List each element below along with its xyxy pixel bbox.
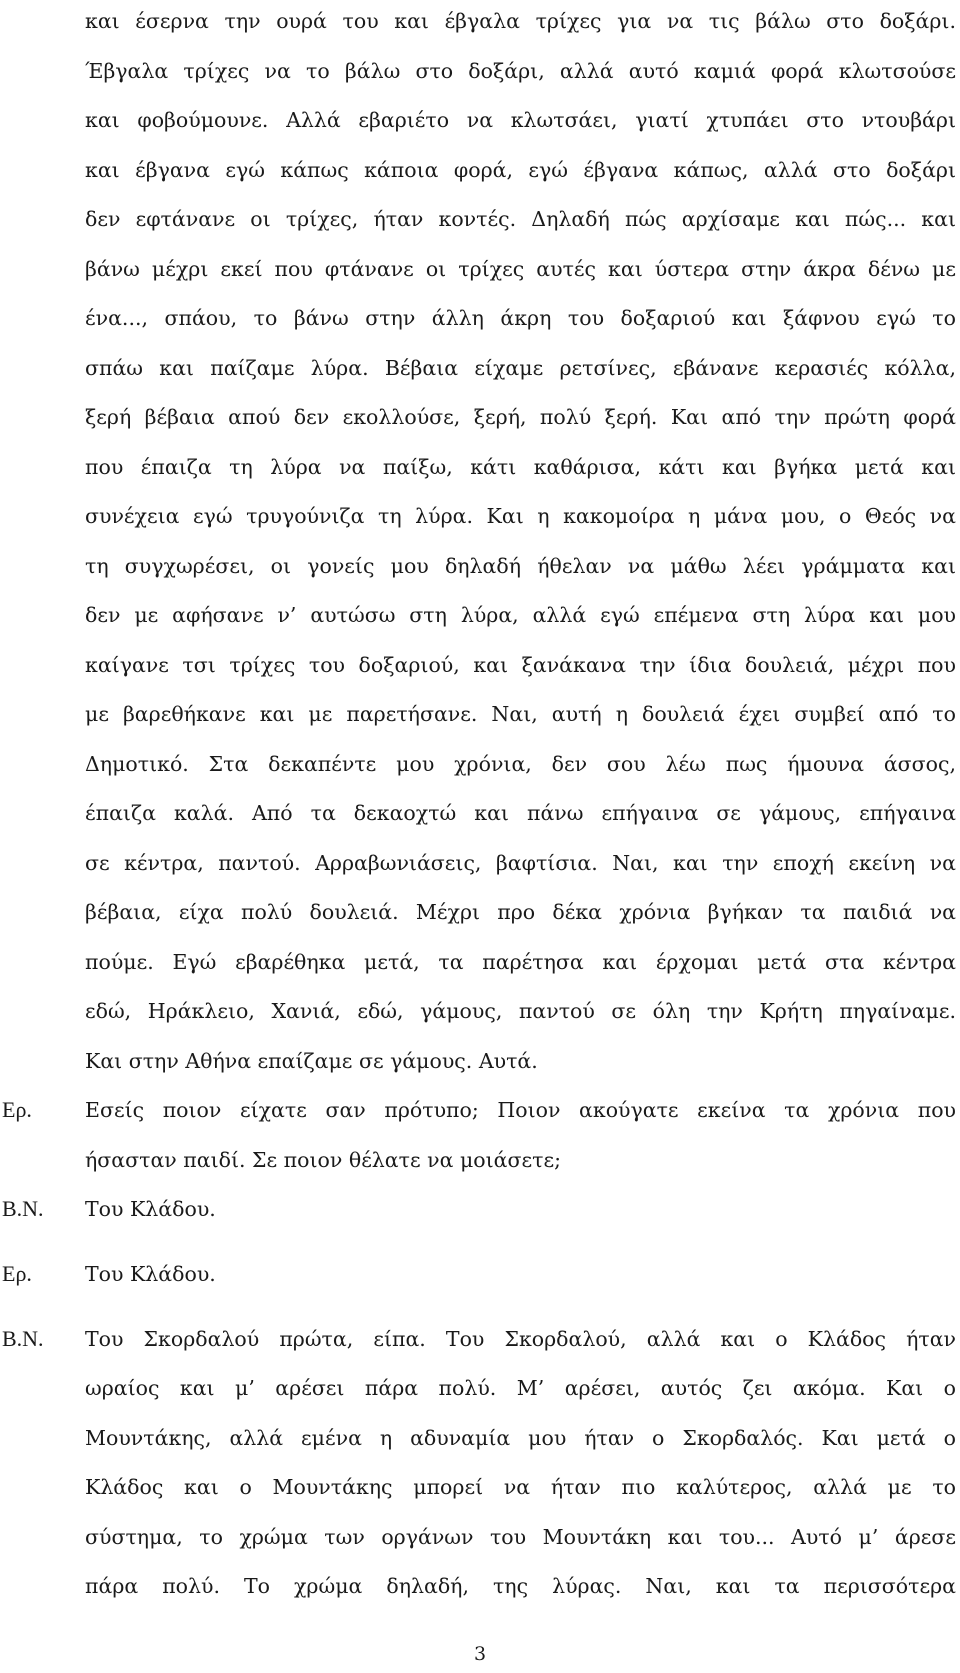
text-line: Του Κλάδου. [85,1197,216,1221]
page-number: 3 [473,1643,487,1665]
text-line: σπάω και παίζαμε λύρα. Βέβαια είχαμε ρετσίνες, εβάνανε κερασιές κόλλα, [85,356,956,380]
text-line: καίγανε τσι τρίχες του δοξαριού, και ξανάκανα την ίδια δουλειά, μέχρι που [85,653,956,677]
text-line: και έβγανα εγώ κάπως κάποια φορά, εγώ έβγανα κάπως, αλλά στο δοξάρι [85,158,956,182]
text-line: που έπαιζα τη λύρα να παίξω, κάτι καθάρισα, κάτι και βγήκα μετά και [85,455,956,479]
text-line: Του Κλάδου. [85,1262,216,1286]
text-line: Και στην Αθήνα επαίζαμε σε γάμους. Αυτά. [85,1049,538,1073]
text-line: σε κέντρα, παντού. Αρραβωνιάσεις, βαφτίσια. Ναι, και την εποχή εκείνη να [85,851,956,875]
speaker-label: Β.Ν. [2,1326,44,1351]
text-line: ήσασταν παιδί. Σε ποιον θέλατε να μοιάσετε; [85,1148,561,1172]
text-line: ένα..., σπάου, το βάνω στην άλλη άκρη του δοξαριού και ξάφνου εγώ το [85,306,956,330]
text-line: δεν με αφήσανε ν’ αυτώσω στη λύρα, αλλά εγώ επέμενα στη λύρα και μου [85,603,956,627]
text-line: Δημοτικό. Στα δεκαπέντε μου χρόνια, δεν σου λέω πως ήμουνα άσσος, [85,752,956,776]
text-line: και έσερνα την ουρά του και έβγαλα τρίχες για να τις βάλω στο δοξάρι. [85,9,956,33]
text-line: Εσείς ποιον είχατε σαν πρότυπο; Ποιον ακούγατε εκείνα τα χρόνια που [85,1098,956,1122]
speaker-label: Β.Ν. [2,1196,44,1221]
text-line: συνέχεια εγώ τρυγούνιζα τη λύρα. Και η κακομοίρα η μάνα μου, ο Θεός να [85,504,956,528]
text-line: ωραίος και μ’ αρέσει πάρα πολύ. Μ’ αρέσει, αυτός ζει ακόμα. Και ο [85,1376,956,1400]
text-line: Του Σκορδαλού πρώτα, είπα. Του Σκορδαλού, αλλά και ο Κλάδος ήταν [85,1327,956,1351]
text-line: Κλάδος και ο Μουντάκης μπορεί να ήταν πιο καλύτερος, αλλά με το [85,1475,956,1499]
speaker-label: Ερ. [2,1097,32,1122]
text-line: πούμε. Εγώ εβαρέθηκα μετά, τα παρέτησα και έρχομαι μετά στα κέντρα [85,950,956,974]
speaker-label: Ερ. [2,1261,32,1286]
text-line: Μουντάκης, αλλά εμένα η αδυναμία μου ήταν ο Σκορδαλός. Και μετά ο [85,1426,956,1450]
text-line: βέβαια, είχα πολύ δουλειά. Μέχρι προ δέκα χρόνια βγήκαν τα παιδιά να [85,900,956,924]
text-line: έπαιζα καλά. Από τα δεκαοχτώ και πάνω επήγαινα σε γάμους, επήγαινα [85,801,956,825]
text-line: βάνω μέχρι εκεί που φτάνανε οι τρίχες αυτές και ύστερα στην άκρα δένω με [85,257,956,281]
text-line: εδώ, Ηράκλειο, Χανιά, εδώ, γάμους, παντού σε όλη την Κρήτη πηγαίναμε. [85,999,956,1023]
text-line: με βαρεθήκανε και με παρετήσανε. Ναι, αυτή η δουλειά έχει συμβεί από το [85,702,956,726]
text-line: Έβγαλα τρίχες να το βάλω στο δοξάρι, αλλά αυτό καμιά φορά κλωτσούσε [85,59,956,83]
text-line: και φοβούμουνε. Αλλά εβαριέτο να κλωτσάει, γιατί χτυπάει στο ντουβάρι [85,108,956,132]
text-line: σύστημα, το χρώμα των οργάνων του Μουντάκη και του... Αυτό μ’ άρεσε [85,1525,956,1549]
text-line: ξερή βέβαια απού δεν εκολλούσε, ξερή, πολύ ξερή. Και από την πρώτη φορά [85,405,956,429]
text-line: τη συγχωρέσει, οι γονείς μου δηλαδή ήθελαν να μάθω λέει γράμματα και [85,554,956,578]
text-line: δεν εφτάνανε οι τρίχες, ήταν κοντές. Δηλαδή πώς αρχίσαμε και πώς... και [85,207,956,231]
text-line: πάρα πολύ. Το χρώμα δηλαδή, της λύρας. Ναι, και τα περισσότερα [85,1574,956,1598]
